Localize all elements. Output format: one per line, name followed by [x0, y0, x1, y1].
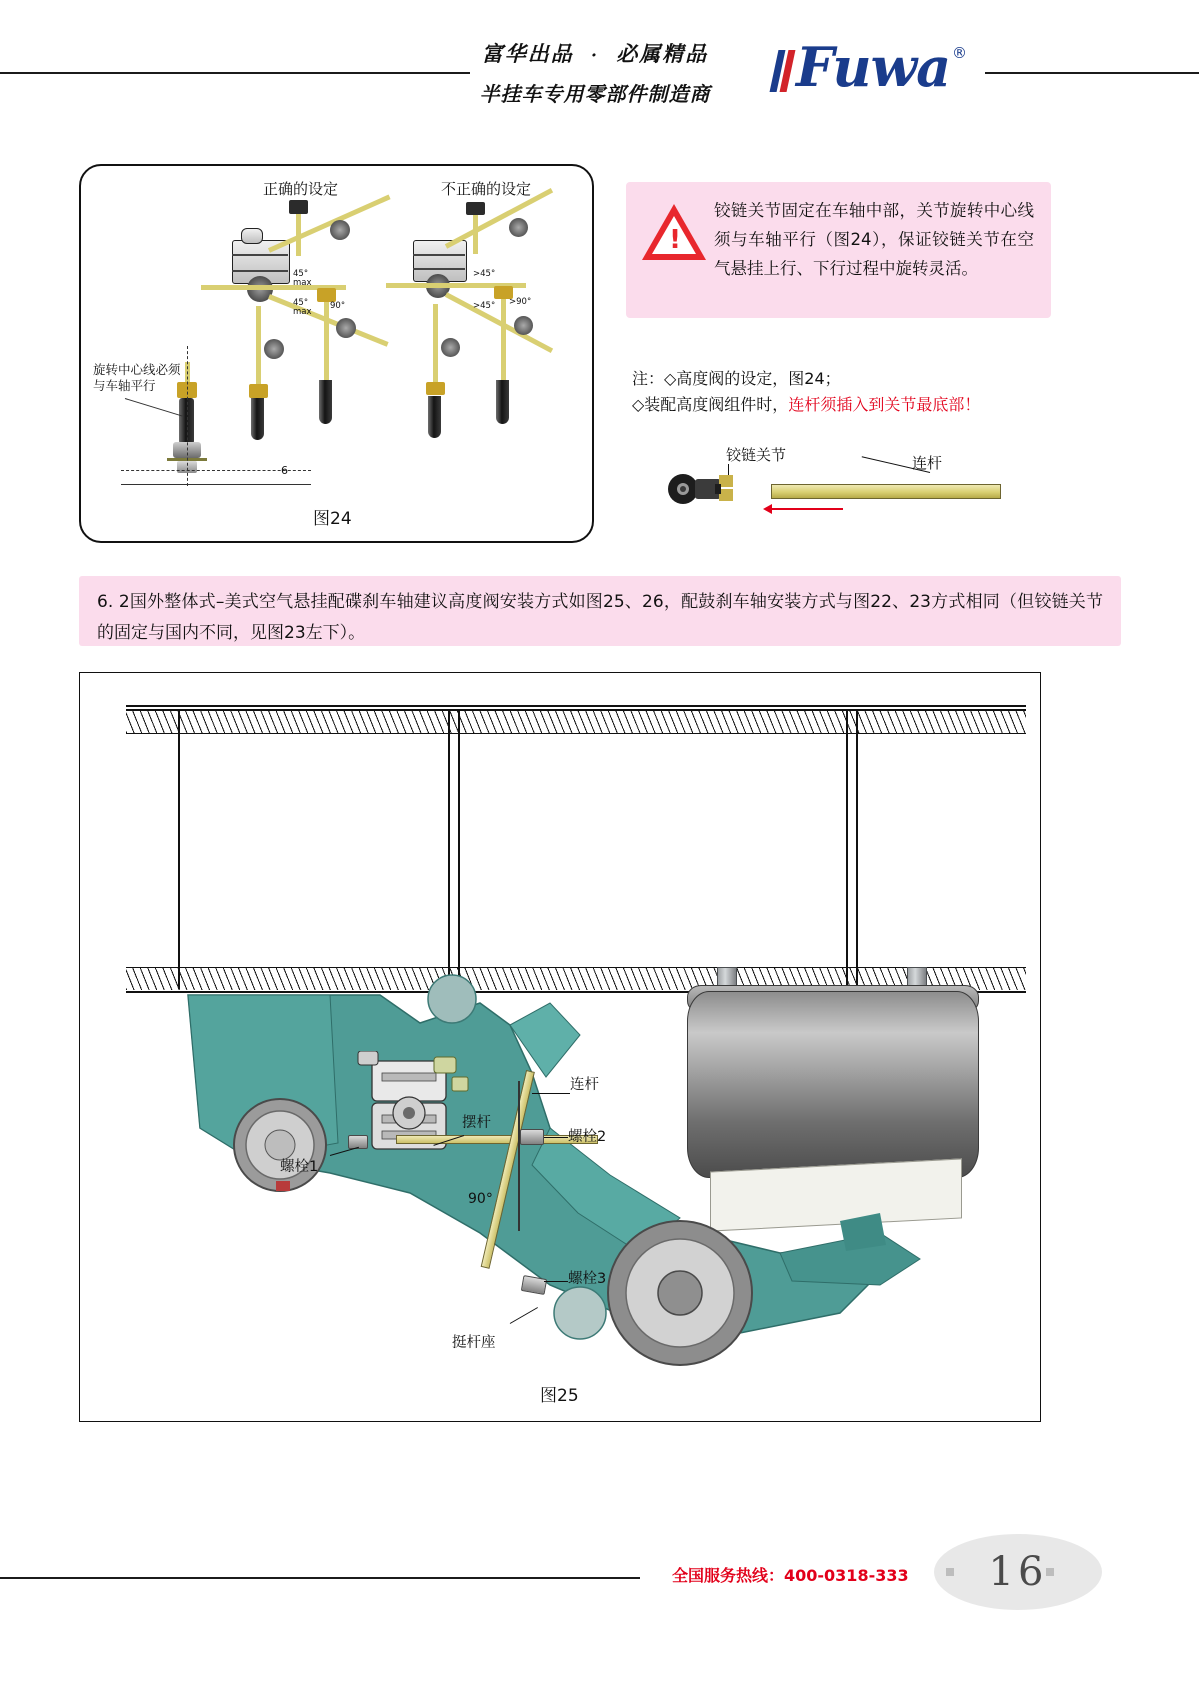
angle-gt-45-bottom: >45° [473, 301, 496, 311]
angle-gt-90: >90° [509, 297, 532, 307]
label-angle-90: 90° [468, 1191, 493, 1207]
logo-registered-icon: ® [952, 44, 967, 62]
figure-24-caption: 图24 [313, 509, 352, 529]
figure-24-mark-6: 6 [281, 464, 288, 477]
logo-wordmark: Fuwa [796, 35, 951, 99]
angle-45-max-top: 45° [293, 269, 309, 279]
warning-callout [626, 182, 1051, 318]
rod-bar-graphic [771, 484, 1001, 499]
slogan-left-text: 富华出品 [481, 41, 574, 66]
slogan-dot: · [591, 46, 599, 66]
note-block [632, 366, 1044, 418]
angle-45-max-top-sub: max [293, 278, 312, 288]
label-swing-arm: 摆杆 [462, 1115, 491, 1131]
label-rod-leader [532, 1093, 570, 1094]
header-rule-left [0, 72, 470, 74]
bolt-2-fastener [520, 1129, 544, 1145]
label-bolt-1: 螺栓1 [280, 1159, 319, 1175]
figure-24-correct-title: 正确的设定 [263, 180, 339, 198]
figure-24-side-note: 旋转中心线必须与车轴平行 [93, 362, 181, 393]
figure-25-caption: 图25 [540, 1386, 579, 1406]
label-push-rod-seat: 挺杆座 [452, 1335, 496, 1351]
angle-45-max-bottom: 45° [293, 298, 309, 308]
slogan-right-text: 必属精品 [616, 41, 709, 66]
warning-exclamation-icon: ! [669, 225, 681, 255]
note-line-1: 注：◇高度阀的设定，图24； [632, 369, 841, 388]
warning-text: 铰链关节固定在车轴中部，关节旋转中心线须与车轴平行（图24），保证铰链关节在空气悬挂上行、下行过程中旋转灵活。 [714, 201, 1034, 278]
figure-24-incorrect-title: 不正确的设定 [441, 180, 532, 198]
rod-label: 连杆 [912, 454, 943, 472]
label-bolt-2-leader [544, 1137, 568, 1138]
angle-gt-45-top: >45° [473, 269, 496, 279]
label-bolt-2: 螺栓2 [568, 1129, 607, 1145]
fuwa-logo [770, 36, 970, 98]
section-6-2-text: 6. 2国外整体式–美式空气悬挂配碟刹车轴建议高度阀安装方式如图25、26，配鼓刹车轴安装方式与图22、23方式相同（但铰链关节的固定与国内不同，见图23左下）。 [97, 592, 1103, 643]
angle-reference-line [518, 1081, 520, 1231]
figure-24-panel [79, 164, 594, 543]
note-line-2-emphasis: 连杆须插入到关节最底部！ [788, 395, 981, 414]
angle-45-max-bottom-sub: max [293, 307, 312, 317]
header-subtitle: 半挂车专用零部件制造商 [479, 82, 711, 106]
page-header [0, 0, 1199, 120]
hinge-joint-label: 铰链关节 [726, 446, 787, 464]
footer-rule [0, 1577, 640, 1579]
figure-25-panel [79, 672, 1041, 1422]
header-slogan [430, 38, 760, 68]
note-line-2 [632, 392, 1044, 418]
hinge-joint-icon [665, 472, 749, 506]
service-hotline: 全国服务热线：400-0318-333 [672, 1566, 909, 1585]
note-line-2-prefix: ◇装配高度阀组件时， [632, 395, 789, 414]
angle-90: 90° [330, 301, 346, 311]
label-rod: 连杆 [570, 1077, 599, 1093]
header-rule-right [985, 72, 1199, 74]
label-bolt-3-leader [544, 1281, 568, 1282]
label-bolt-3: 螺栓3 [568, 1271, 607, 1287]
section-6-2-callout [79, 576, 1121, 646]
insert-direction-arrow-icon [771, 508, 843, 510]
page-number: 16 [988, 1549, 1048, 1595]
